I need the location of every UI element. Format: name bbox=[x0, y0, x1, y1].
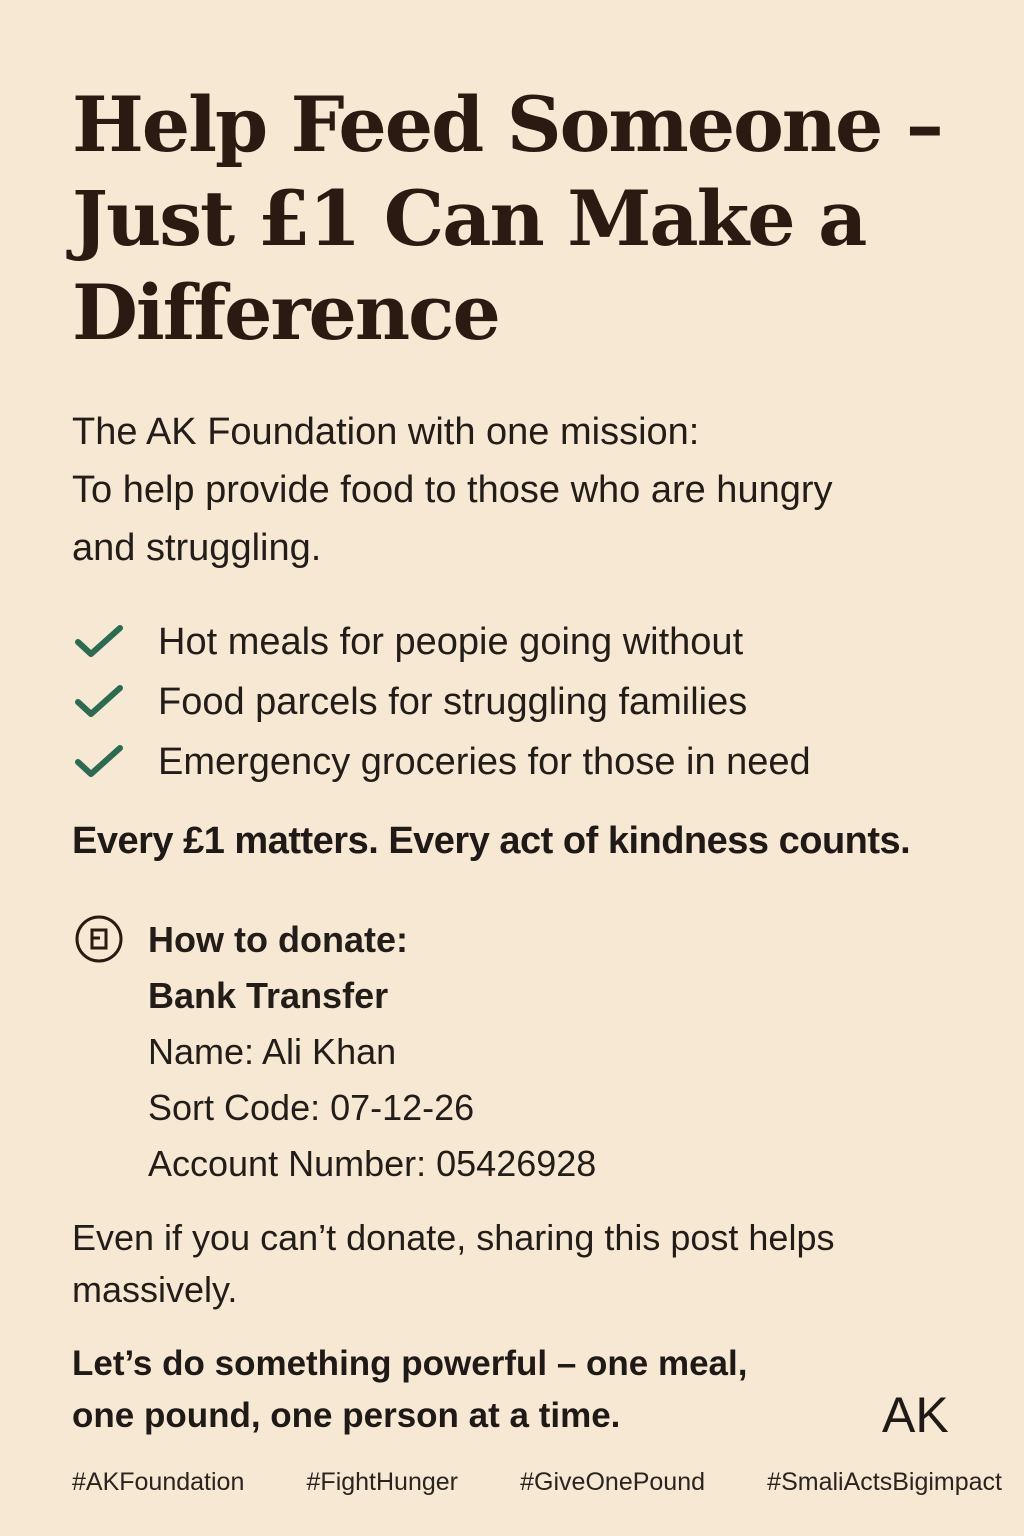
headline-line-1: Help Feed Someone – bbox=[72, 80, 942, 169]
mission-intro bbox=[72, 403, 952, 577]
headline bbox=[72, 78, 952, 360]
closing-line-1: Let’s do something powerful – one meal, bbox=[72, 1344, 748, 1383]
ak-logo: AK bbox=[882, 1387, 949, 1443]
closing-message bbox=[72, 1338, 852, 1442]
intro-line-3: and struggling. bbox=[72, 527, 322, 569]
headline-line-2: Just £1 Can Make a bbox=[72, 174, 866, 263]
checklist-item bbox=[72, 672, 972, 732]
hashtag: #SmaliActsBigimpact bbox=[767, 1468, 1002, 1496]
donate-method: Bank Transfer bbox=[148, 975, 389, 1016]
donate-heading: How to donate: bbox=[148, 919, 408, 960]
checklist-item bbox=[72, 732, 972, 792]
checklist-item bbox=[72, 612, 972, 672]
tagline: Every £1 matters. Every act of kindness counts. bbox=[72, 820, 911, 862]
checklist-item-text: Emergency groceries for those in need bbox=[158, 740, 811, 783]
intro-line-1: The AK Foundation with one mission: bbox=[72, 411, 700, 453]
checkmark-icon bbox=[72, 682, 128, 722]
closing-line-2: one pound, one person at a time. bbox=[72, 1396, 621, 1435]
hashtag-row bbox=[72, 1468, 1002, 1497]
checkmark-icon bbox=[72, 622, 128, 662]
hashtag: #AKFoundation bbox=[72, 1468, 245, 1496]
share-message: Even if you can’t donate, sharing this post helps massively. bbox=[72, 1217, 835, 1310]
hashtag: #GiveOnePound bbox=[520, 1468, 706, 1496]
account-name: Name: Ali Khan bbox=[148, 1031, 397, 1072]
checklist-item-text: Food parcels for struggling families bbox=[158, 680, 748, 723]
sort-code: Sort Code: 07-12-26 bbox=[148, 1087, 475, 1128]
checklist-item-text: Hot meals for peopie going without bbox=[158, 620, 744, 663]
hashtag: #FightHunger bbox=[306, 1468, 458, 1496]
checkmark-icon bbox=[72, 742, 128, 782]
donation-details bbox=[148, 912, 948, 1192]
bank-card-icon bbox=[74, 914, 124, 964]
intro-line-2: To help provide food to those who are hungry bbox=[72, 469, 833, 511]
headline-line-3: Difference bbox=[72, 268, 499, 357]
account-number: Account Number: 05426928 bbox=[148, 1143, 597, 1184]
benefits-checklist bbox=[72, 612, 972, 792]
